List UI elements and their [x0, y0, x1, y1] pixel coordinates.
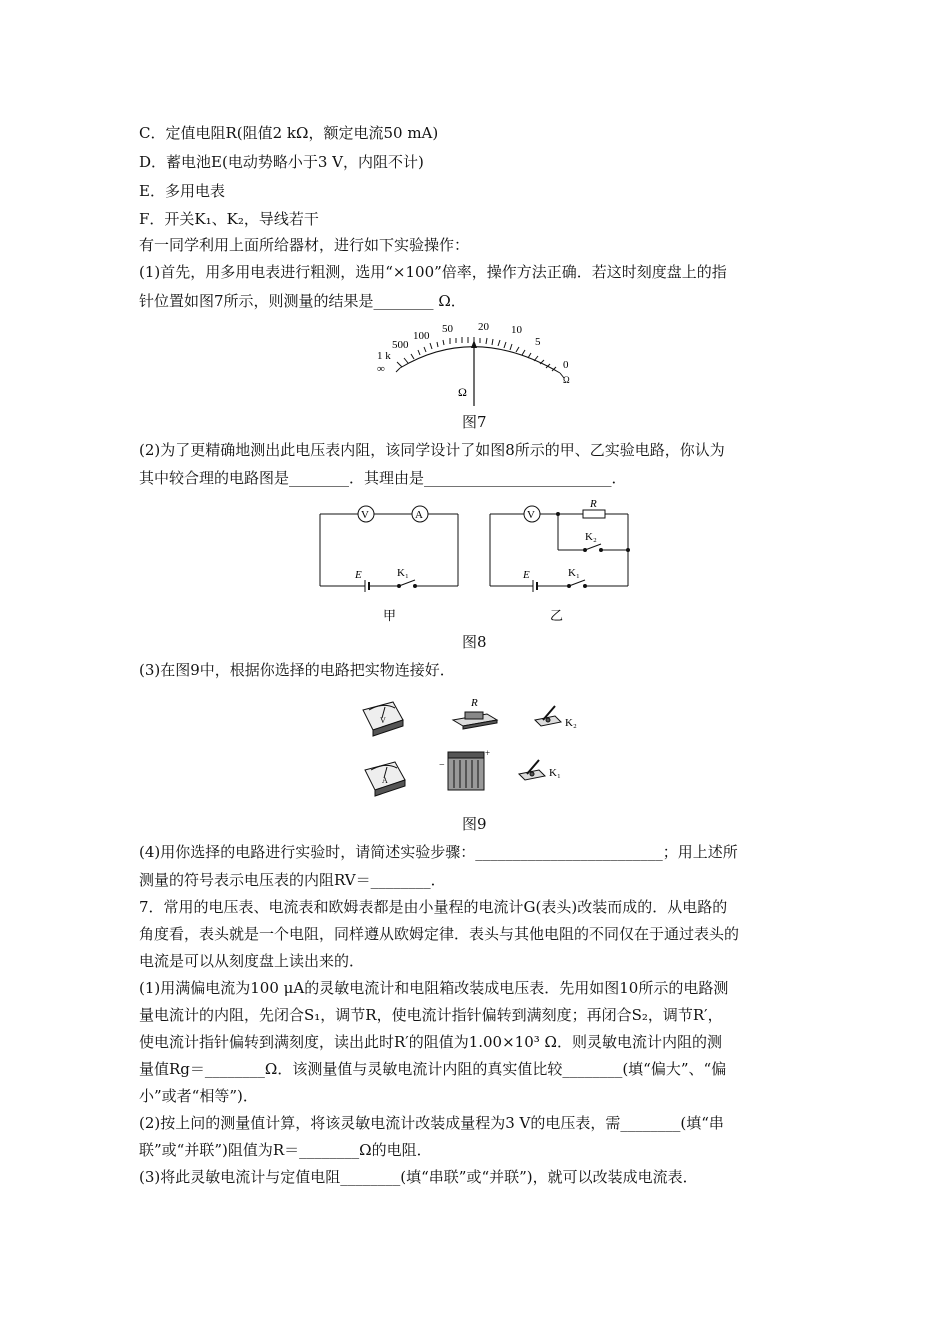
switch-k1-label: K₁: [549, 767, 561, 779]
problem-7-q2-line-2: 联”或“并联”)阻值为R＝________Ω的电阻．: [139, 1141, 432, 1159]
problem-7-q1-line-5: 小”或者“相等”)．: [139, 1087, 258, 1105]
jia-switch-label: K₁: [397, 567, 409, 579]
problem-7-line-3: 电流是可以从刻度盘上读出来的．: [139, 952, 365, 970]
question-3-line: (3)在图9中，根据你选择的电路把实物连接好．: [139, 661, 455, 679]
battery-device: [448, 752, 484, 790]
text-line-f: F．开关K₁、K₂，导线若干: [139, 210, 319, 228]
problem-7-q2-line-1: (2)按上问的测量值计算，将该灵敏电流计改装成量程为3 V的电压表，需________(填“串: [139, 1114, 724, 1132]
problem-7-line-2: 角度看，表头就是一个电阻，同样遵从欧姆定律．表头与其他电阻的不同仅在于通过表头的: [139, 925, 740, 943]
text-line-c: C．定值电阻R(阻值2 kΩ，额定电流50 mA): [139, 124, 439, 142]
problem-7-q1-line-3: 使电流计指针偏转到满刻度，读出此时R′的阻值为1.00×10³ Ω．则灵敏电流计内阻的测: [139, 1033, 722, 1051]
jia-meter-v: V: [361, 509, 369, 521]
fig7-label-20: 20: [478, 321, 489, 333]
fig7-label-50: 50: [442, 323, 453, 335]
fig7-label-0: 0: [563, 359, 569, 371]
fig7-unit-omega-small: Ω: [563, 375, 570, 385]
fig7-unit-omega: Ω: [458, 385, 467, 399]
figure-9-apparatus: [355, 690, 605, 808]
figure-9-caption: 图9: [462, 815, 487, 833]
battery-minus: −: [439, 760, 445, 771]
problem-7-q1-line-2: 量电流计的内阻，先闭合S₁，调节R，使电流计指针偏转到满刻度；再闭合S₂，调节R′，: [139, 1006, 723, 1024]
fig7-label-500: 500: [392, 339, 409, 351]
figure-8-circuits: [315, 500, 635, 630]
yi-battery-label: E: [523, 569, 530, 581]
battery-plus: +: [485, 748, 491, 758]
problem-7-line-1: 7．常用的电压表、电流表和欧姆表都是由小量程的电流计G(表头)改装而成的．从电路的: [139, 898, 728, 916]
yi-meter-v: V: [527, 509, 535, 521]
question-1-line-1: (1)首先，用多用电表进行粗测，选用“×100”倍率，操作方法正确．若这时刻度盘上的指: [139, 263, 727, 281]
switch-k2-device: [535, 706, 561, 726]
fig7-label-1k: 1 k: [377, 350, 391, 362]
circuit-jia: [320, 506, 458, 592]
voltmeter-label: V: [380, 716, 386, 725]
figure-7-caption: 图7: [462, 413, 487, 431]
text-line-d: D．蓄电池E(电动势略小于3 V，内阻不计): [139, 153, 424, 171]
yi-switch1-label: K₁: [568, 567, 580, 579]
switch-k2-label: K₂: [565, 717, 577, 729]
question-2-line-1: (2)为了更精确地测出此电压表内阻，该同学设计了如图8所示的甲、乙实验电路，你认为: [139, 441, 725, 459]
yi-resistor-label: R: [590, 500, 597, 510]
question-2-line-2: 其中较合理的电路图是________．其理由是_________________________．: [139, 469, 627, 487]
fig7-label-100: 100: [413, 330, 430, 342]
figure-7-ohm-scale: [370, 318, 580, 408]
switch-k1-device: [519, 760, 545, 780]
jia-name: 甲: [383, 608, 397, 623]
resistor-label: R: [471, 697, 478, 709]
fig7-label-10: 10: [511, 324, 522, 336]
question-1-line-2: 针位置如图7所示，则测量的结果是________ Ω．: [139, 292, 466, 310]
circuit-yi: [490, 506, 628, 592]
ammeter-label: A: [382, 776, 388, 785]
text-line-e: E．多用电表: [139, 182, 225, 200]
resistor-device: [453, 712, 497, 729]
problem-7-q3-line: (3)将此灵敏电流计与定值电阻________(填“串联”或“并联”)，就可以改装成电流表．: [139, 1168, 698, 1186]
text-line-intro: 有一同学利用上面所给器材，进行如下实验操作：: [139, 236, 470, 254]
question-4-line-2: 测量的符号表示电压表的内阻RV＝________．: [139, 871, 446, 889]
yi-switch2-label: K₂: [585, 531, 597, 543]
yi-name: 乙: [550, 608, 564, 623]
problem-7-q1-line-1: (1)用满偏电流为100 μA的灵敏电流计和电阻箱改装成电压表．先用如图10所示的电路测: [139, 979, 729, 997]
problem-7-q1-line-4: 量值Rg＝________Ω．该测量值与灵敏电流计内阻的真实值比较________(填“偏大”、“偏: [139, 1060, 727, 1078]
fig7-label-inf: ∞: [377, 363, 385, 375]
jia-meter-a: A: [415, 509, 423, 521]
figure-8-caption: 图8: [462, 633, 487, 651]
question-4-line-1: (4)用你选择的电路进行实验时，请简述实验步骤：_________________________；用上述所: [139, 843, 738, 861]
jia-battery-label: E: [355, 569, 362, 581]
fig7-label-5: 5: [535, 336, 541, 348]
